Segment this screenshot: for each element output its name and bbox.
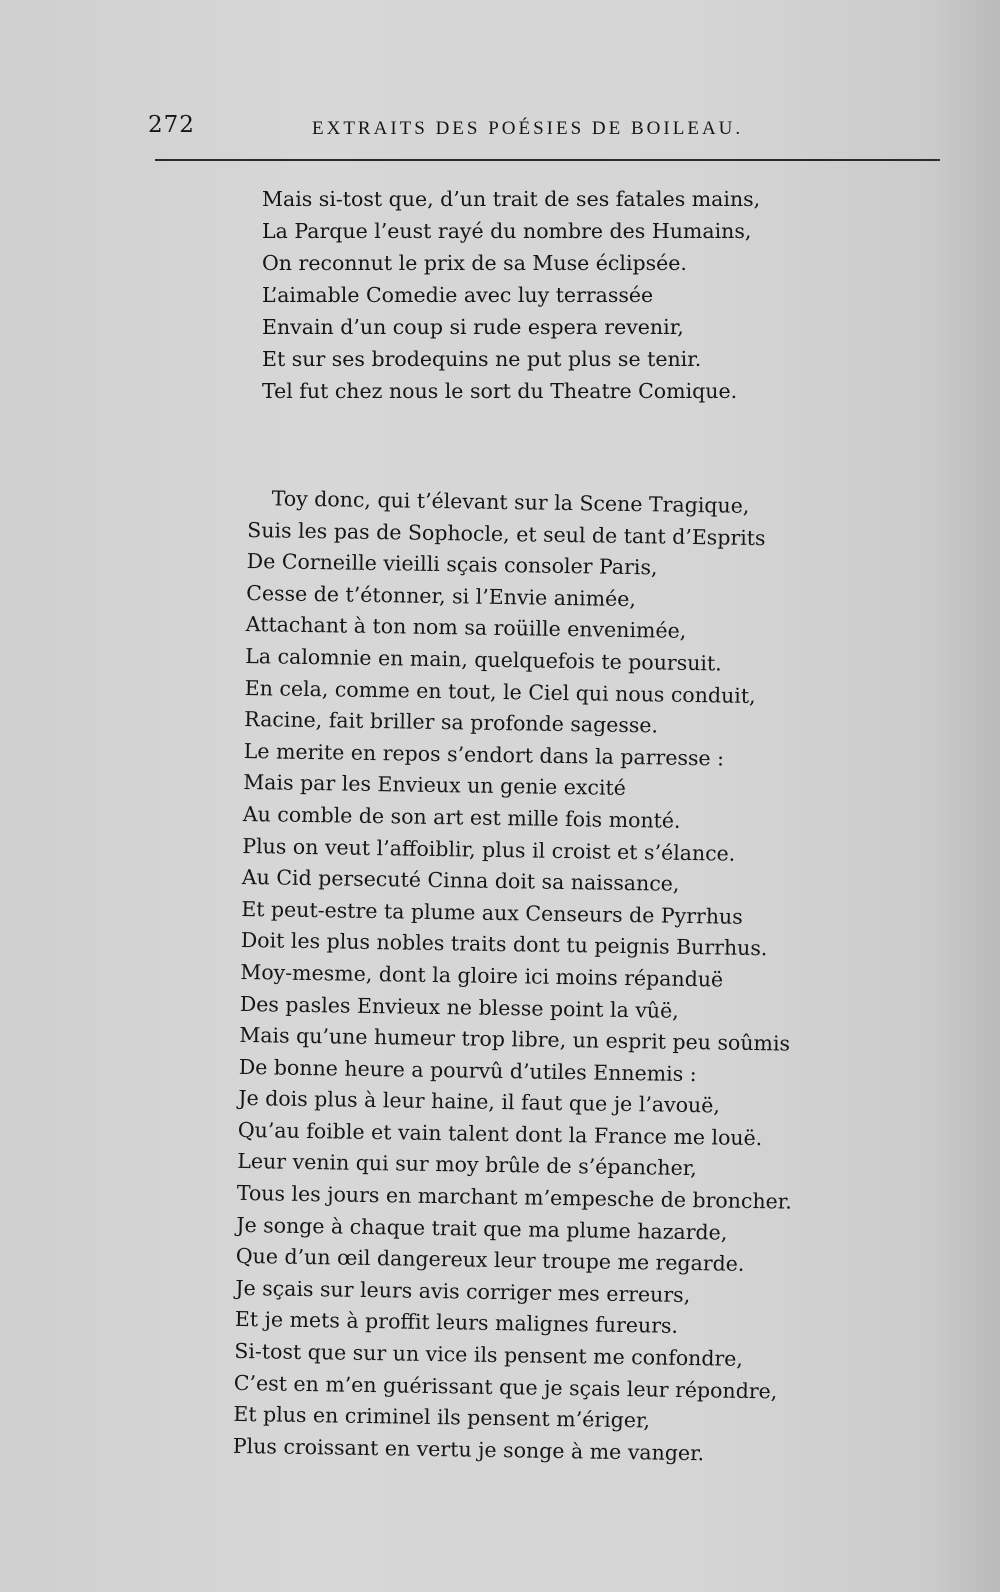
verse-line: Attachant à ton nom sa roüille envenimée, — [245, 612, 687, 644]
verse-line: Je dois plus à leur haine, il faut que je l’avouë, — [238, 1086, 721, 1118]
verse-line: Au Cid persecuté Cinna doit sa naissance, — [241, 865, 680, 896]
verse-line: Que d’un œil dangereux leur troupe me regarde. — [235, 1244, 745, 1277]
verse-line: C’est en m’en guérissant que je sçais leur répondre, — [233, 1370, 778, 1404]
verse-line: Des pasles Envieux ne blesse point la vûë, — [239, 991, 679, 1023]
verse-line: Mais par les Envieux un genie excité — [243, 770, 627, 801]
verse-line: Plus on veut l’affoiblir, plus il croist et s’élance. — [242, 833, 736, 866]
verse-line: L’aimable Comedie avec luy terrassée — [262, 283, 654, 307]
poem-stanza-2 — [233, 483, 803, 1471]
verse-line: Et plus en criminel ils pensent m’ériger, — [233, 1402, 651, 1433]
verse-line: Je sçais sur leurs avis corriger mes erreurs, — [235, 1275, 691, 1307]
verse-line: Racine, fait briller sa profonde sagesse. — [244, 707, 659, 738]
verse-line: Je songe à chaque trait que ma plume hazarde, — [236, 1212, 728, 1245]
verse-line: Et je mets à proffit leurs malignes fureurs. — [234, 1307, 679, 1339]
verse-line: Moy-mesme, dont la gloire ici moins répanduë — [240, 959, 724, 992]
verse-line: Doit les plus nobles traits dont tu peignis Burrhus. — [240, 928, 768, 961]
verse-line: Toy donc, qui t’élevant sur la Scene Tragique, — [271, 486, 750, 518]
poem-stanza-1 — [262, 183, 760, 407]
verse-line: De bonne heure a pourvû d’utiles Ennemis : — [238, 1054, 697, 1086]
verse-line: Plus croissant en vertu je songe à me vanger. — [232, 1433, 705, 1466]
verse-line: Leur venin qui sur moy brûle de s’épancher, — [237, 1149, 697, 1181]
verse-line: De Corneille vieilli sçais consoler Paris, — [246, 549, 658, 580]
verse-line: On reconnut le prix de sa Muse éclipsée. — [262, 251, 687, 275]
header-rule — [155, 159, 940, 161]
verse-line: La calomnie en main, quelquefois te poursuit. — [245, 643, 722, 676]
verse-line: Et sur ses brodequins ne put plus se tenir. — [262, 347, 702, 371]
verse-line: Le merite en repos s’endort dans la parresse : — [243, 738, 725, 771]
verse-line: Si-tost que sur un vice ils pensent me confondre, — [234, 1338, 744, 1371]
verse-line: Tous les jours en marchant m’empesche de broncher. — [236, 1180, 793, 1214]
verse-line: Qu’au foible et vain talent dont la France me louë. — [237, 1117, 763, 1151]
page-number: 272 — [148, 112, 195, 138]
verse-line: Suis les pas de Sophocle, et seul de tant d’Esprits — [247, 517, 766, 550]
verse-line: Envain d’un coup si rude espera revenir, — [262, 315, 684, 339]
verse-line: La Parque l’eust rayé du nombre des Humains, — [262, 219, 752, 243]
verse-line: En cela, comme en tout, le Ciel qui nous conduit, — [244, 675, 756, 708]
verse-line: Au comble de son art est mille fois monté. — [242, 801, 681, 833]
verse-line: Mais qu’une humeur trop libre, un esprit peu soûmis — [239, 1023, 791, 1056]
verse-line: Tel fut chez nous le sort du Theatre Comique. — [262, 379, 738, 403]
running-title: EXTRAITS DES POÉSIES DE BOILEAU. — [312, 118, 744, 139]
verse-line: Et peut-estre ta plume aux Censeurs de Pyrrhus — [241, 896, 743, 929]
verse-line: Mais si-tost que, d’un trait de ses fatales mains, — [262, 187, 761, 211]
verse-line: Cesse de t’étonner, si l’Envie animée, — [246, 580, 637, 611]
